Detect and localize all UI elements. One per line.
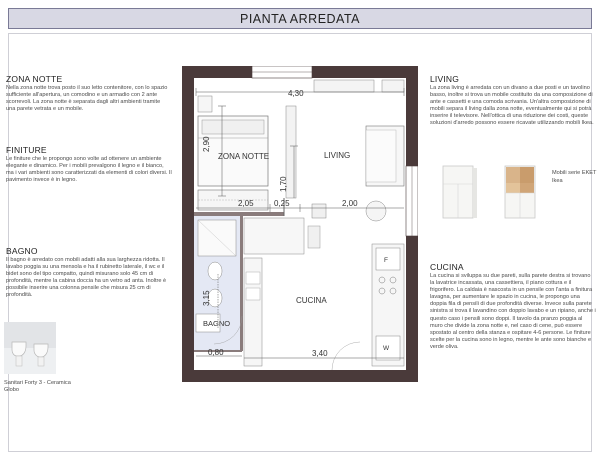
page-title [8, 8, 592, 29]
dim-top-width: 4,30 [288, 89, 304, 98]
label-cucina: CUCINA [296, 296, 327, 305]
coffee-table [366, 201, 386, 221]
label-bagno: BAGNO [203, 319, 231, 328]
heading-living: LIVING [430, 74, 460, 84]
ikea-caption-1: Mobili serie EKET [552, 170, 597, 176]
dim-cucina-width: 3,40 [312, 349, 328, 358]
nightstand [198, 96, 212, 112]
ikea-cabinet-white [437, 162, 499, 222]
sanitari-photo [4, 322, 56, 374]
heading-bagno: BAGNO [6, 246, 38, 256]
dim-d1: 2,05 [238, 199, 254, 208]
living-cabinet [314, 80, 374, 92]
dim-left-height: 2,90 [202, 136, 211, 152]
text-zona-notte: Nella zona notte trova posto il suo letto contenitore, con lo spazio sufficiente all'apertura, un comodino e un armadio con 2 ante scorrevoli. La zona notte è separata dagli altri ambienti tramite una parete vetrata e un mobile. [6, 85, 168, 113]
page-title-text: PIANTA ARREDATA [239, 11, 361, 26]
text-cucina: La cucina si sviluppa su due pareti, sulla parete destra si trovano la lavatrice incassata, una cassettiera, il piano cottura e il frigorifero. La caldaia è nascosta in un pensile con l'anta a finitura lavagna, per aumentare le spazio in cucina, le propongo una doppia fila di pensili di due profondità diverse. Invece sulla parete sinistra si trova il lavandino con doppio lavabo e un ripiano, anche i questo caso i pensili sono doppi. Il tavolo da pranzo poggia al muro che divide la zona notte e, nel caso di cene, può essere spostato al centro della stanza e ospitare 4-6 persone. Le finiture scelte per la cucina sono in legno, mentre le ante sono bianche e verde oliva. [430, 273, 596, 350]
heading-finiture: FINITURE [6, 145, 47, 155]
text-bagno: Il bagno è arredato con mobili adatti alla sua larghezza ridotta. Il lavabo poggia su una mensola e ha il rubinetto laterale, il wc e il bidet sono del tipo compatto, quindi misurano solo 45 cm di profondità, mentre la cabina doccia ha un vetro ad anta. Inoltre è possibile inserire una colonna pensile che misura 25 cm di profondità. [6, 257, 167, 299]
dim-bagno-height: 3,15 [202, 290, 211, 306]
floor-plan [182, 66, 418, 382]
dim-bagno-width: 0,80 [208, 348, 224, 357]
text-finiture: Le finiture che le propongo sono volte ad ottenere un ambiente elegante e dinamico. Per i mobili prevalgono il legno e il bianco, ma i vari ambienti sono caratterizzati da elementi di colori diversi. Il pavimento invece è in legno. [6, 156, 172, 184]
sanitari-caption: Sanitari Forty 3 - Ceramica Globo [4, 380, 71, 393]
wc [208, 262, 222, 280]
ikea-cabinet-wood [497, 162, 547, 222]
partition-bagno [240, 216, 243, 351]
label-fridge: F [384, 257, 388, 264]
ikea-caption-2: Ikea [552, 178, 563, 184]
desk [382, 80, 404, 92]
dining-table [244, 218, 304, 254]
label-zona-notte: ZONA NOTTE [218, 152, 270, 161]
heading-cucina: CUCINA [430, 262, 464, 272]
heading-zona-notte: ZONA NOTTE [6, 74, 63, 84]
text-living: La zona living è arredata con un divano a due posti e un tavolino basso, inoltre si trova un mobile costituito da una composizione di ante e cassetti e una comoda scrivania. Un'altra composizione di mobili separa il living dalla zona notte, eventualmente qui si potrà inserire il televisore. Nell'ottica di una riduzione dei costi, queste soluzioni d'arredo possono essere ricavate utilizzando mobili Ikea. [430, 85, 594, 127]
dim-center-height: 1,70 [279, 176, 288, 192]
dim-d2: 0,25 [274, 199, 290, 208]
chair [308, 226, 320, 248]
label-washer: W [383, 345, 390, 352]
partition-notte [194, 212, 284, 216]
armchair [312, 204, 326, 218]
dim-d3: 2,00 [342, 199, 358, 208]
fridge [376, 248, 400, 270]
label-living: LIVING [324, 151, 351, 160]
